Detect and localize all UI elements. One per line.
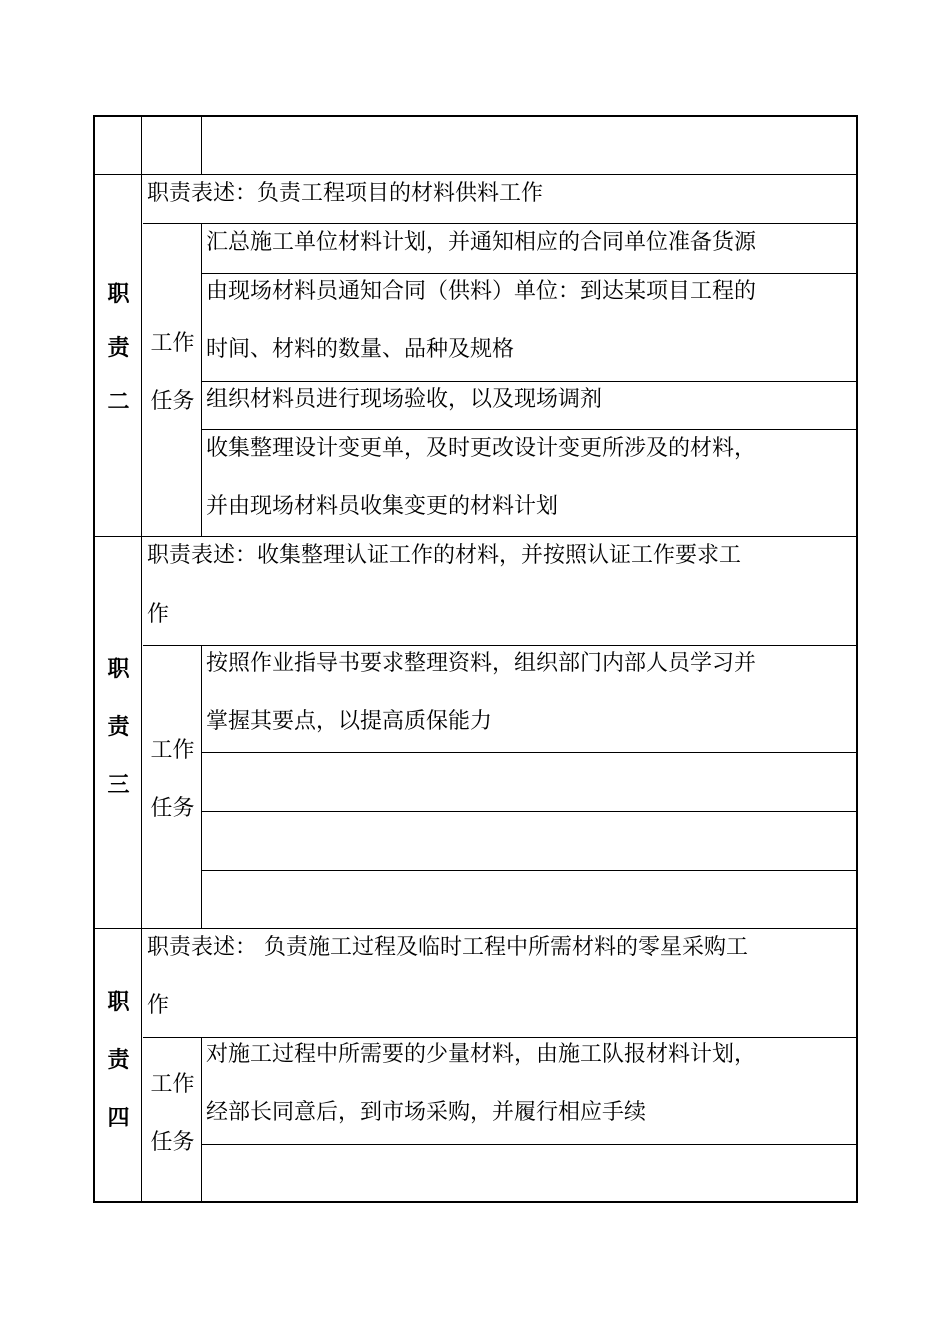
row-divider bbox=[202, 811, 856, 812]
row-divider bbox=[202, 1144, 856, 1145]
column-divider bbox=[201, 117, 202, 175]
row-divider bbox=[202, 381, 856, 382]
task-label: 工作 任务 bbox=[150, 331, 195, 414]
responsibility-label: 职 责 四 bbox=[107, 989, 130, 1131]
responsibility-description: 作 bbox=[147, 993, 170, 1018]
task-item: 由现场材料员通知合同（供料）单位：到达某项目工程的 bbox=[206, 279, 757, 304]
responsibility-label: 职 责 三 bbox=[107, 656, 130, 798]
task-label: 工作 任务 bbox=[150, 1072, 195, 1155]
row-divider bbox=[143, 223, 856, 224]
task-item: 经部长同意后，到市场采购，并履行相应手续 bbox=[206, 1100, 647, 1125]
responsibility-description: 作 bbox=[147, 602, 170, 627]
row-divider bbox=[143, 1037, 856, 1038]
task-item: 组织材料员进行现场验收，以及现场调剂 bbox=[206, 387, 603, 412]
responsibility-label: 职 责 二 bbox=[107, 281, 130, 415]
responsibility-description: 职责表述：负责工程项目的材料供料工作 bbox=[147, 181, 544, 206]
responsibility-description: 职责表述： 负责施工过程及临时工程中所需材料的零星采购工 bbox=[147, 935, 748, 960]
task-item: 对施工过程中所需要的少量材料，由施工队报材料计划， bbox=[206, 1042, 757, 1067]
responsibility-table bbox=[93, 115, 858, 1203]
task-item: 并由现场材料员收集变更的材料计划 bbox=[206, 494, 559, 519]
task-item: 时间、材料的数量、品种及规格 bbox=[206, 337, 515, 362]
row-divider bbox=[202, 273, 856, 274]
row-divider bbox=[202, 870, 856, 871]
responsibility-description: 职责表述：收集整理认证工作的材料，并按照认证工作要求工 bbox=[147, 543, 742, 568]
row-divider bbox=[143, 645, 856, 646]
task-item: 汇总施工单位材料计划，并通知相应的合同单位准备货源 bbox=[206, 230, 757, 255]
task-item: 按照作业指导书要求整理资料，组织部门内部人员学习并 bbox=[206, 651, 757, 676]
task-item: 掌握其要点，以提高质保能力 bbox=[206, 709, 493, 734]
task-label: 工作 任务 bbox=[150, 738, 195, 821]
row-divider bbox=[95, 174, 856, 175]
task-item: 收集整理设计变更单，及时更改设计变更所涉及的材料， bbox=[206, 436, 757, 461]
row-divider bbox=[95, 928, 856, 929]
row-divider bbox=[202, 752, 856, 753]
row-divider bbox=[202, 429, 856, 430]
row-divider bbox=[95, 536, 856, 537]
